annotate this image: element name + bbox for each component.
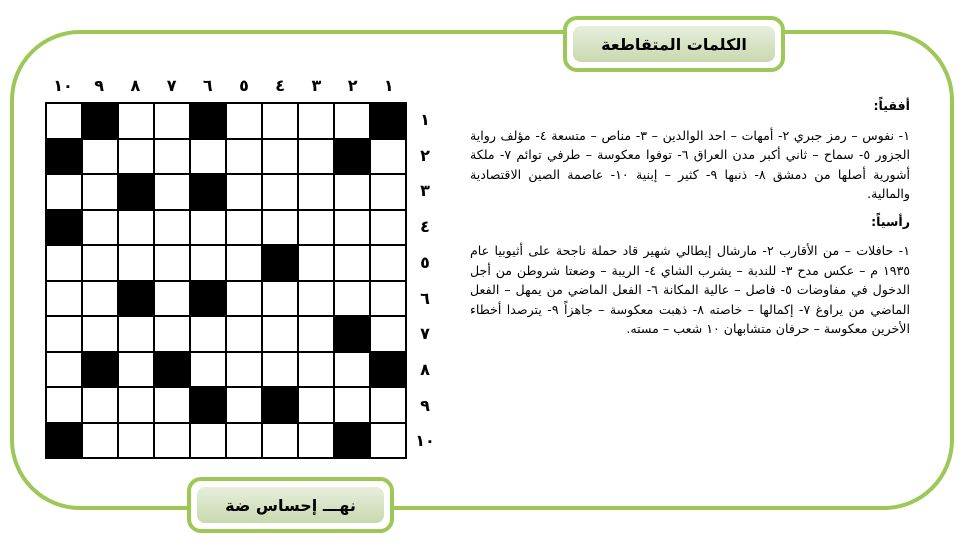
grid-cell[interactable] xyxy=(334,210,370,246)
grid-cell[interactable] xyxy=(298,316,334,352)
grid-cell[interactable] xyxy=(226,139,262,175)
grid-cell[interactable] xyxy=(154,245,190,281)
grid-cell[interactable] xyxy=(370,316,406,352)
column-number: ٥ xyxy=(239,76,249,95)
grid-cell[interactable] xyxy=(190,139,226,175)
row-number: ١٠ xyxy=(415,431,435,451)
grid-cell[interactable] xyxy=(262,352,298,388)
grid-cell[interactable] xyxy=(154,423,190,459)
grid-cell[interactable] xyxy=(46,103,82,139)
grid-cell[interactable] xyxy=(298,139,334,175)
grid-cell[interactable] xyxy=(298,423,334,459)
grid-cell[interactable] xyxy=(298,210,334,246)
grid-cell[interactable] xyxy=(334,103,370,139)
black-cell xyxy=(82,103,118,139)
grid-cell[interactable] xyxy=(190,352,226,388)
clues-panel xyxy=(470,96,910,347)
black-cell xyxy=(46,139,82,175)
grid-cell[interactable] xyxy=(334,245,370,281)
grid-cell[interactable] xyxy=(370,210,406,246)
grid-cell[interactable] xyxy=(262,423,298,459)
black-cell xyxy=(370,103,406,139)
grid-cell[interactable] xyxy=(262,139,298,175)
black-cell xyxy=(334,139,370,175)
author-label-box xyxy=(187,477,394,533)
grid-cell[interactable] xyxy=(226,103,262,139)
grid-cell[interactable] xyxy=(154,316,190,352)
row-number: ١ xyxy=(420,110,430,129)
page-title: الكلمات المتقاطعة xyxy=(573,26,775,62)
grid-cell[interactable] xyxy=(82,210,118,246)
black-cell xyxy=(154,352,190,388)
grid-cell[interactable] xyxy=(334,352,370,388)
grid-cell[interactable] xyxy=(82,139,118,175)
column-number: ١٠ xyxy=(53,76,73,95)
grid-cell[interactable] xyxy=(46,387,82,423)
grid-cell[interactable] xyxy=(82,423,118,459)
black-cell xyxy=(118,281,154,317)
grid-cell[interactable] xyxy=(46,245,82,281)
grid-cell[interactable] xyxy=(82,245,118,281)
grid-cell[interactable] xyxy=(262,103,298,139)
down-heading: رأسياً: xyxy=(871,213,910,229)
row-number: ٣ xyxy=(420,181,430,201)
black-cell xyxy=(82,352,118,388)
grid-cell[interactable] xyxy=(298,387,334,423)
grid-cell[interactable] xyxy=(370,139,406,175)
crossword-grid xyxy=(45,102,407,459)
grid-cell[interactable] xyxy=(190,423,226,459)
black-cell xyxy=(46,210,82,246)
column-number: ٦ xyxy=(202,76,213,95)
down-clues: ١- حافلات – من الأقارب ٢- مارشال إيطالي شهير قاد حملة ناجحة على أثيوبيا عام ١٩٣٥ م – عكس مدح ٣- للندبة – يشرب الشاي ٤- الريبة – وضعتا شروطن من أجل الدخول في مفاوضات ٥- فاصل – عالية المكانة ٦- الفعل الماضي من يمهل – الفعل الماضي من يراوغ ٧- إكمالها – خاصته ٨- ذهبت معكوسة – جاهزاً ٩- يترصدا أخطاء الأخرين معكوسة – حرفان متشابهان ١٠ شعب – مسته. xyxy=(470,243,910,336)
column-number: ٨ xyxy=(130,76,141,95)
grid-cell[interactable] xyxy=(226,174,262,210)
grid-cell[interactable] xyxy=(82,281,118,317)
row-number: ٤ xyxy=(420,217,430,237)
grid-cell[interactable] xyxy=(334,387,370,423)
grid-cell[interactable] xyxy=(82,174,118,210)
grid-cell[interactable] xyxy=(370,423,406,459)
grid-cell[interactable] xyxy=(370,245,406,281)
black-cell xyxy=(190,174,226,210)
author-name: نهـــ إحساس ضة xyxy=(197,487,384,523)
grid-cell[interactable] xyxy=(154,174,190,210)
black-cell xyxy=(262,387,298,423)
grid-cell[interactable] xyxy=(298,245,334,281)
grid-cell[interactable] xyxy=(190,245,226,281)
grid-cell[interactable] xyxy=(262,316,298,352)
grid-cell[interactable] xyxy=(154,139,190,175)
row-number: ٢ xyxy=(420,145,430,165)
grid-cell[interactable] xyxy=(262,281,298,317)
grid-cell[interactable] xyxy=(118,423,154,459)
grid-cell[interactable] xyxy=(46,174,82,210)
black-cell xyxy=(190,103,226,139)
grid-cell[interactable] xyxy=(190,210,226,246)
grid-cell[interactable] xyxy=(82,387,118,423)
row-number: ٦ xyxy=(420,288,430,308)
grid-cell[interactable] xyxy=(262,174,298,210)
column-number: ٢ xyxy=(347,76,358,95)
grid-cell[interactable] xyxy=(118,352,154,388)
column-number: ٣ xyxy=(311,76,322,95)
grid-cell[interactable] xyxy=(334,174,370,210)
black-cell xyxy=(190,281,226,317)
title-label-box xyxy=(563,16,785,72)
grid-cell[interactable] xyxy=(262,210,298,246)
column-number: ٧ xyxy=(166,76,177,95)
grid-cell[interactable] xyxy=(298,174,334,210)
grid-cell[interactable] xyxy=(118,210,154,246)
across-heading: أفقياً: xyxy=(873,98,910,113)
grid-cell[interactable] xyxy=(334,281,370,317)
black-cell xyxy=(190,387,226,423)
grid-cell[interactable] xyxy=(118,103,154,139)
black-cell xyxy=(46,423,82,459)
grid-cell[interactable] xyxy=(154,210,190,246)
grid-cell[interactable] xyxy=(154,387,190,423)
across-clues: ١- نفوس – رمز جبري ٢- أمهات – احد الوالدين – ٣- مناص – متسعة ٤- مؤلف رواية الجزور ٥- سماح – ثاني أكبر مدن العراق ٦- توفوا معكوسة – طرفي توائم ٧- ملكة أشورية أصلها من دمشق ٨- ذنبها ٩- كثير – إبنية ١٠- عاصمة الصين الاقتصادية والمالية. xyxy=(470,127,910,201)
grid-cell[interactable] xyxy=(118,316,154,352)
grid-cell[interactable] xyxy=(118,387,154,423)
grid-cell[interactable] xyxy=(370,281,406,317)
column-number: ١ xyxy=(383,76,394,95)
column-number: ٩ xyxy=(94,76,105,95)
black-cell xyxy=(334,423,370,459)
column-number: ٤ xyxy=(275,76,286,95)
grid-cell[interactable] xyxy=(226,316,262,352)
grid-cell[interactable] xyxy=(46,316,82,352)
black-cell xyxy=(118,174,154,210)
row-number: ٥ xyxy=(420,252,430,272)
black-cell xyxy=(262,245,298,281)
black-cell xyxy=(334,316,370,352)
grid-cell[interactable] xyxy=(118,139,154,175)
grid-cell[interactable] xyxy=(226,387,262,423)
grid-cell[interactable] xyxy=(226,245,262,281)
grid-cell[interactable] xyxy=(370,387,406,423)
grid-cell[interactable] xyxy=(298,352,334,388)
grid-cell[interactable] xyxy=(370,174,406,210)
row-number: ٧ xyxy=(420,324,430,344)
grid-cell[interactable] xyxy=(82,316,118,352)
black-cell xyxy=(370,352,406,388)
grid-cell[interactable] xyxy=(154,103,190,139)
grid-cell[interactable] xyxy=(154,281,190,317)
grid-cell[interactable] xyxy=(46,352,82,388)
grid-cell[interactable] xyxy=(226,423,262,459)
grid-cell[interactable] xyxy=(190,316,226,352)
row-number: ٩ xyxy=(420,395,430,415)
grid-cell[interactable] xyxy=(226,210,262,246)
grid-cell[interactable] xyxy=(226,281,262,317)
grid-cell[interactable] xyxy=(226,352,262,388)
row-number: ٨ xyxy=(420,359,430,379)
grid-cell[interactable] xyxy=(118,245,154,281)
grid-cell[interactable] xyxy=(46,281,82,317)
grid-cell[interactable] xyxy=(298,281,334,317)
grid-cell[interactable] xyxy=(298,103,334,139)
